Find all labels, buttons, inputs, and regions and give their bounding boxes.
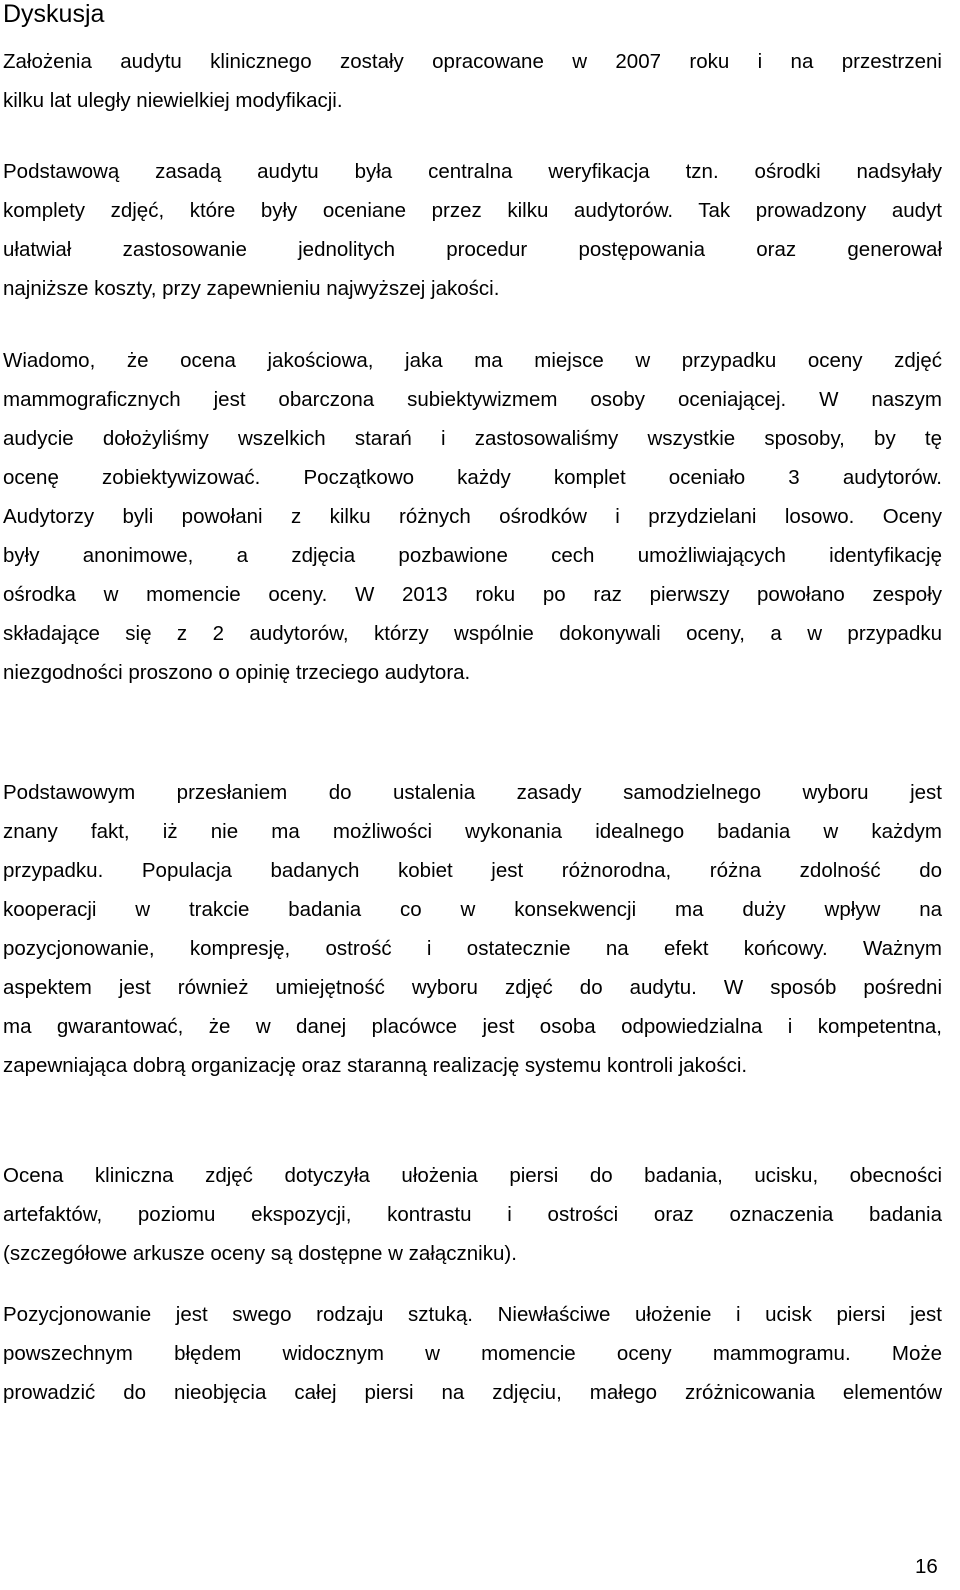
paragraph-line: pozycjonowanie, kompresję, ostrość i ostatecznie na efekt końcowy. Ważnym [3,937,942,960]
paragraph-line: zapewniająca dobrą organizację oraz staranną realizację systemu kontroli jakości. [3,1054,748,1077]
paragraph-5 [3,1156,942,1273]
paragraph-line: mammograficznych jest obarczona subiektywizmem osoby oceniającej. W naszym [3,388,942,411]
paragraph-line: niezgodności proszono o opinię trzeciego audytora. [3,661,471,684]
paragraph-line: kilku lat uległy niewielkiej modyfikacji. [3,89,343,112]
paragraph-line: Podstawowym przesłaniem do ustalenia zasady samodzielnego wyboru jest [3,781,942,804]
section-heading: Dyskusja [3,0,105,28]
paragraph-line: Audytorzy byli powołani z kilku różnych ośrodków i przydzielani losowo. Oceny [3,505,942,528]
paragraph-line: znany fakt, iż nie ma możliwości wykonania idealnego badania w każdym [3,820,942,843]
paragraph-line: Ocena kliniczna zdjęć dotyczyła ułożenia piersi do badania, ucisku, obecności [3,1164,942,1187]
paragraph-1 [3,42,942,120]
paragraph-3 [3,341,942,692]
paragraph-line: przypadku. Populacja badanych kobiet jest różnorodna, różna zdolność do [3,859,942,882]
paragraph-line: ocenę zobiektywizować. Początkowo każdy komplet oceniało 3 audytorów. [3,466,942,489]
paragraph-line: ośrodka w momencie oceny. W 2013 roku po raz pierwszy powołano zespoły [3,583,942,606]
page-number: 16 [915,1555,938,1578]
paragraph-line: składające się z 2 audytorów, którzy wspólnie dokonywali oceny, a w przypadku [3,622,942,645]
paragraph-line: Pozycjonowanie jest swego rodzaju sztuką. Niewłaściwe ułożenie i ucisk piersi jest [3,1303,942,1326]
paragraph-line: artefaktów, poziomu ekspozycji, kontrastu i ostrości oraz oznaczenia badania [3,1203,942,1226]
paragraph-line: (szczegółowe arkusze oceny są dostępne w załączniku). [3,1242,517,1265]
paragraph-line: aspektem jest również umiejętność wyboru zdjęć do audytu. W sposób pośredni [3,976,942,999]
paragraph-4 [3,773,942,1085]
paragraph-line: były anonimowe, a zdjęcia pozbawione cech umożliwiających identyfikację [3,544,942,567]
paragraph-line: ułatwiał zastosowanie jednolitych procedur postępowania oraz generował [3,238,942,261]
paragraph-line: najniższe koszty, przy zapewnieniu najwyższej jakości. [3,277,500,300]
paragraph-line: Założenia audytu klinicznego zostały opracowane w 2007 roku i na przestrzeni [3,50,942,73]
paragraph-6 [3,1295,942,1412]
paragraph-line: powszechnym błędem widocznym w momencie oceny mammogramu. Może [3,1342,942,1365]
paragraph-line: audycie dołożyliśmy wszelkich starań i zastosowaliśmy wszystkie sposoby, by tę [3,427,942,450]
paragraph-2 [3,152,942,308]
paragraph-line: Wiadomo, że ocena jakościowa, jaka ma miejsce w przypadku oceny zdjęć [3,349,942,372]
paragraph-line: kooperacji w trakcie badania co w konsekwencji ma duży wpływ na [3,898,942,921]
paragraph-line: Podstawową zasadą audytu była centralna weryfikacja tzn. ośrodki nadsyłały [3,160,942,183]
paragraph-line: ma gwarantować, że w danej placówce jest osoba odpowiedzialna i kompetentna, [3,1015,942,1038]
paragraph-line: prowadzić do nieobjęcia całej piersi na zdjęciu, małego zróżnicowania elementów [3,1381,942,1404]
paragraph-line: komplety zdjęć, które były oceniane przez kilku audytorów. Tak prowadzony audyt [3,199,942,222]
